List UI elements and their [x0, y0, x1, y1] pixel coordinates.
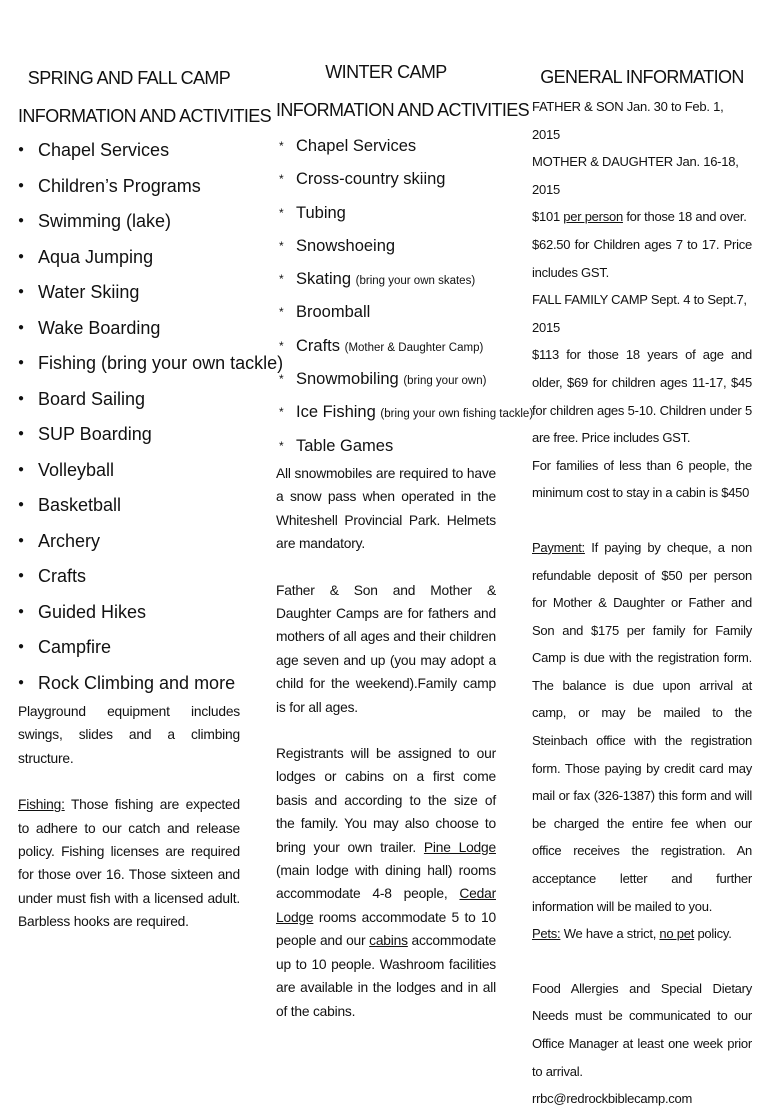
- list-item: * Broomball: [276, 300, 496, 333]
- bullet-icon: ●: [18, 144, 25, 155]
- list-item: ● Crafts: [18, 566, 87, 586]
- bullet-icon: ●: [18, 499, 25, 510]
- spring-fall-title-line2: INFORMATION AND ACTIVITIES: [18, 106, 272, 126]
- list-item: * Cross-country skiing: [276, 167, 496, 200]
- list-item: ● Guided Hikes: [18, 601, 147, 622]
- cabins-label: cabins: [369, 933, 408, 949]
- asterisk-icon: *: [279, 238, 284, 253]
- bullet-icon: ●: [18, 215, 25, 226]
- list-item: ● Basketball: [18, 495, 122, 515]
- bullet-icon: ●: [18, 250, 25, 262]
- winter-title-line2: INFORMATION AND ACTIVITIES: [276, 100, 530, 120]
- bullet-icon: ●: [18, 286, 25, 297]
- bullet-icon: ●: [18, 605, 25, 617]
- list-item: ● Rock Climbing and more: [18, 672, 236, 693]
- list-item: * Chapel Services: [276, 134, 496, 167]
- ages-paragraph: Father & Son and Mother & Daughter Camps are for fathers and mothers of all ages and their children age seven and up (you may adopt a child for the weekend).Family camp is for all ages.: [276, 582, 496, 715]
- spring-fall-column: [18, 0, 284, 934]
- asterisk-icon: *: [279, 338, 284, 353]
- mother-daughter-dates: MOTHER & DAUGHTER Jan. 16-18, 2015: [532, 154, 739, 197]
- fishing-label: Fishing:: [18, 797, 65, 813]
- bullet-icon: ●: [18, 463, 25, 475]
- spring-fall-activity-list: [18, 138, 284, 706]
- snowmobile-paragraph: All snowmobiles are required to have a snow pass when operated in the Whiteshell Provincial Park. Helmets are mandatory.: [276, 465, 496, 552]
- list-item: ● Aqua Jumping: [18, 246, 154, 267]
- fall-family-dates: FALL FAMILY CAMP Sept. 4 to Sept.7, 2015: [532, 292, 747, 335]
- asterisk-icon: *: [279, 305, 284, 320]
- asterisk-icon: *: [279, 438, 284, 453]
- asterisk-icon: *: [279, 205, 284, 220]
- winter-title-line1: WINTER CAMP: [325, 62, 447, 82]
- lodging-paragraph: Registrants will be assigned to our lodges or cabins on a first come basis and according to the size of the family. You may also choose to bring your own trailer. Pine Lodge (main lodge with dining hall) rooms accommodate 4-8 people, Cedar Lodge rooms accommodate 5 to 10 people and our cabins accommodate up to 10 people. Washroom facilities are available in the lodges and in all of the cabins.: [276, 746, 496, 1019]
- list-item: ● Chapel Services: [18, 140, 170, 160]
- pets-line: Pets: We have a strict, no pet policy.: [532, 926, 732, 942]
- bullet-icon: ●: [18, 676, 25, 688]
- bullet-icon: ●: [18, 392, 25, 404]
- list-item: * Tubing: [276, 201, 496, 234]
- asterisk-icon: *: [279, 172, 284, 187]
- families-note: For families of less than 6 people, the minimum cost to stay in a cabin is $450: [532, 457, 752, 501]
- winter-activity-list: [276, 134, 534, 467]
- list-item: * Snowmobiling (bring your own): [276, 367, 496, 400]
- bullet-icon: ●: [18, 321, 25, 333]
- bullet-icon: ●: [18, 641, 25, 652]
- spring-fall-title-line1: SPRING AND FALL CAMP: [27, 68, 231, 88]
- child-price: $62.50 for Children ages 7 to 17. Price includes GST.: [532, 236, 752, 280]
- list-item: ● Swimming (lake): [18, 211, 172, 231]
- bullet-icon: ●: [18, 357, 25, 368]
- payment-paragraph: Payment: If paying by cheque, a non refundable deposit of $50 per person for Mother & Daughter or Father and Son and $175 per family for Family Camp is due with the registration form. The balance is due upon arrival at camp, or may be mailed to the Steinbach office with the registration form. Those paying by credit card may mail or fax (326-1387) this form and will be charged the entire fee when our office receives the registration. An acceptance letter and further information will be mailed to you.: [532, 539, 752, 914]
- bullet-icon: ●: [18, 428, 25, 439]
- fall-family-prices: $113 for those 18 years of age and older, $69 for children ages 11-17, $45 for children ages 5-10. Children under 5 are free. Price includes GST.: [532, 347, 752, 446]
- general-info-column: [532, 0, 752, 1113]
- contact-email[interactable]: rrbc@redrockbiblecamp.com: [532, 1091, 693, 1107]
- food-allergies-paragraph: Food Allergies and Special Dietary Needs must be communicated to our Office Manager at least one week prior to arrival.: [532, 980, 752, 1079]
- list-item: ● Campfire: [18, 637, 112, 657]
- list-item: * Snowshoeing: [276, 234, 496, 267]
- list-item: ● Children’s Programs: [18, 175, 201, 196]
- asterisk-icon: *: [279, 372, 284, 387]
- list-item: * Crafts (Mother & Daughter Camp): [276, 334, 496, 367]
- playground-paragraph: Playground equipment includes swings, slides and a climbing structure.: [18, 704, 240, 766]
- list-item: * Ice Fishing (bring your own fishing tackle): [276, 400, 496, 433]
- food-allergies-label: Food Allergies and Special Dietary Needs: [532, 980, 752, 1024]
- adult-price: $101 per person for those 18 and over.: [532, 209, 747, 225]
- list-item: ● Board Sailing: [18, 388, 146, 409]
- fishing-paragraph: Fishing: Those fishing are expected to adhere to our catch and release policy. Fishing licenses are required for those over 16. Those sixteen and under must fish with a licensed adult. Barbless hooks are required.: [18, 797, 240, 930]
- bullet-icon: ●: [18, 179, 25, 191]
- list-item: ● Water Skiing: [18, 282, 140, 302]
- asterisk-icon: *: [279, 139, 284, 153]
- list-item: ● Fishing (bring your own tackle): [18, 353, 284, 373]
- payment-label: Payment:: [532, 539, 585, 555]
- cedar-lodge-label: Cedar Lodge: [276, 886, 496, 925]
- list-item: ● Archery: [18, 530, 101, 551]
- pine-lodge-label: Pine Lodge: [423, 839, 496, 855]
- list-item: * Skating (bring your own skates): [276, 267, 496, 300]
- bullet-icon: ●: [18, 534, 25, 546]
- bullet-icon: ●: [18, 570, 25, 581]
- asterisk-icon: *: [279, 272, 284, 287]
- father-son-dates: FATHER & SON Jan. 30 to Feb. 1, 2015: [532, 99, 724, 142]
- general-info-title: GENERAL INFORMATION: [540, 67, 744, 87]
- asterisk-icon: *: [279, 405, 284, 420]
- list-item: ● Wake Boarding: [18, 317, 161, 338]
- list-item: * Table Games: [276, 434, 496, 467]
- winter-column: [276, 0, 534, 1023]
- list-item: ● Volleyball: [18, 459, 115, 480]
- list-item: ● SUP Boarding: [18, 424, 152, 444]
- pets-label: Pets:: [532, 926, 561, 942]
